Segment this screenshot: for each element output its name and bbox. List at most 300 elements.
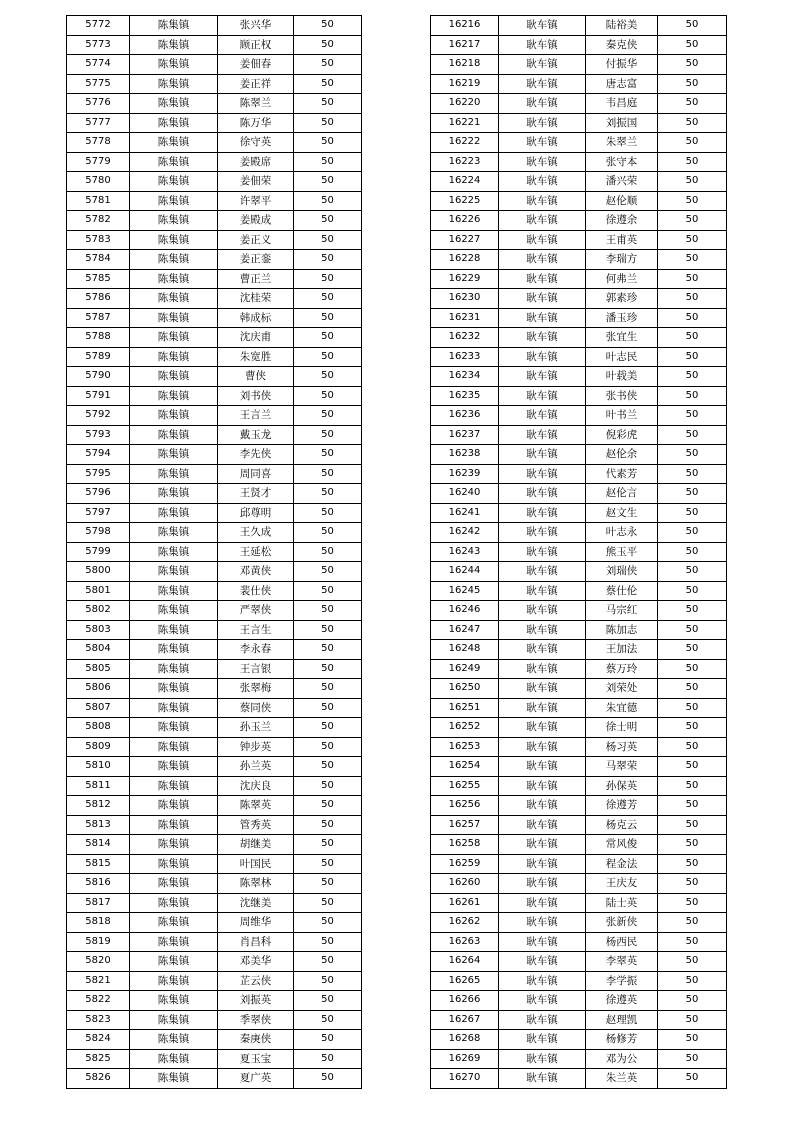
amount-cell: 50 <box>658 1010 727 1030</box>
town-cell: 耿车镇 <box>499 601 586 621</box>
amount-cell: 50 <box>294 854 362 874</box>
amount-cell: 50 <box>658 991 727 1011</box>
town-cell: 陈集镇 <box>130 1030 218 1050</box>
table-row <box>67 796 362 816</box>
serial-number-cell: 16255 <box>431 776 499 796</box>
name-cell: 邓美华 <box>218 952 294 972</box>
serial-number-cell: 5805 <box>67 659 130 679</box>
table-row <box>67 971 362 991</box>
table-row <box>67 191 362 211</box>
table-row <box>431 269 727 289</box>
amount-cell: 50 <box>658 835 727 855</box>
town-cell: 耿车镇 <box>499 35 586 55</box>
table-row <box>431 328 727 348</box>
serial-number-cell: 5786 <box>67 289 130 309</box>
serial-number-cell: 16236 <box>431 406 499 426</box>
serial-number-cell: 16219 <box>431 74 499 94</box>
amount-cell: 50 <box>658 152 727 172</box>
name-cell: 何弗兰 <box>586 269 658 289</box>
town-cell: 陈集镇 <box>130 679 218 699</box>
name-cell: 徐遵芳 <box>586 796 658 816</box>
amount-cell: 50 <box>658 757 727 777</box>
serial-number-cell: 16222 <box>431 133 499 153</box>
amount-cell: 50 <box>294 172 362 192</box>
serial-number-cell: 16252 <box>431 718 499 738</box>
serial-number-cell: 5777 <box>67 113 130 133</box>
table-row <box>67 640 362 660</box>
serial-number-cell: 16249 <box>431 659 499 679</box>
town-cell: 陈集镇 <box>130 445 218 465</box>
serial-number-cell: 16237 <box>431 425 499 445</box>
town-cell: 陈集镇 <box>130 269 218 289</box>
town-cell: 耿车镇 <box>499 991 586 1011</box>
town-cell: 陈集镇 <box>130 757 218 777</box>
name-cell: 秦庚侠 <box>218 1030 294 1050</box>
serial-number-cell: 5806 <box>67 679 130 699</box>
name-cell: 韩成标 <box>218 308 294 328</box>
serial-number-cell: 16263 <box>431 932 499 952</box>
name-cell: 王庆友 <box>586 874 658 894</box>
table-row <box>67 484 362 504</box>
serial-number-cell: 16232 <box>431 328 499 348</box>
amount-cell: 50 <box>294 269 362 289</box>
serial-number-cell: 5815 <box>67 854 130 874</box>
name-cell: 曹正兰 <box>218 269 294 289</box>
town-cell: 耿车镇 <box>499 971 586 991</box>
town-cell: 陈集镇 <box>130 172 218 192</box>
amount-cell: 50 <box>658 464 727 484</box>
town-cell: 耿车镇 <box>499 815 586 835</box>
serial-number-cell: 16218 <box>431 55 499 75</box>
name-cell: 芷云侠 <box>218 971 294 991</box>
serial-number-cell: 16262 <box>431 913 499 933</box>
table-row <box>67 367 362 387</box>
amount-cell: 50 <box>294 74 362 94</box>
name-cell: 刘振国 <box>586 113 658 133</box>
table-row <box>431 718 727 738</box>
amount-cell: 50 <box>294 1010 362 1030</box>
name-cell: 王久成 <box>218 523 294 543</box>
name-cell: 戴玉龙 <box>218 425 294 445</box>
serial-number-cell: 5814 <box>67 835 130 855</box>
table-row <box>67 347 362 367</box>
serial-number-cell: 5773 <box>67 35 130 55</box>
amount-cell: 50 <box>294 523 362 543</box>
serial-number-cell: 5779 <box>67 152 130 172</box>
table-row <box>67 74 362 94</box>
amount-cell: 50 <box>658 445 727 465</box>
serial-number-cell: 5804 <box>67 640 130 660</box>
serial-number-cell: 5801 <box>67 581 130 601</box>
serial-number-cell: 5774 <box>67 55 130 75</box>
amount-cell: 50 <box>658 289 727 309</box>
town-cell: 耿车镇 <box>499 932 586 952</box>
table-row <box>431 835 727 855</box>
serial-number-cell: 5824 <box>67 1030 130 1050</box>
town-cell: 耿车镇 <box>499 464 586 484</box>
name-cell: 周维华 <box>218 913 294 933</box>
serial-number-cell: 16267 <box>431 1010 499 1030</box>
town-cell: 耿车镇 <box>499 523 586 543</box>
serial-number-cell: 5793 <box>67 425 130 445</box>
amount-cell: 50 <box>658 367 727 387</box>
amount-cell: 50 <box>658 1049 727 1069</box>
amount-cell: 50 <box>294 718 362 738</box>
amount-cell: 50 <box>294 445 362 465</box>
table-row <box>431 991 727 1011</box>
table-row <box>431 1030 727 1050</box>
serial-number-cell: 5776 <box>67 94 130 114</box>
serial-number-cell: 16250 <box>431 679 499 699</box>
town-cell: 陈集镇 <box>130 133 218 153</box>
amount-cell: 50 <box>658 386 727 406</box>
table-row <box>431 659 727 679</box>
amount-cell: 50 <box>294 191 362 211</box>
serial-number-cell: 5799 <box>67 542 130 562</box>
name-cell: 李翠英 <box>586 952 658 972</box>
amount-cell: 50 <box>294 835 362 855</box>
name-cell: 马翠荣 <box>586 757 658 777</box>
name-cell: 潘兴荣 <box>586 172 658 192</box>
town-cell: 耿车镇 <box>499 718 586 738</box>
name-cell: 赵伦言 <box>586 484 658 504</box>
name-cell: 蔡同侠 <box>218 698 294 718</box>
town-cell: 陈集镇 <box>130 308 218 328</box>
amount-cell: 50 <box>658 230 727 250</box>
amount-cell: 50 <box>294 425 362 445</box>
name-cell: 徐士明 <box>586 718 658 738</box>
table-row <box>431 445 727 465</box>
town-cell: 陈集镇 <box>130 347 218 367</box>
table-row <box>431 386 727 406</box>
amount-cell: 50 <box>294 406 362 426</box>
name-cell: 姜佃春 <box>218 55 294 75</box>
name-cell: 杨习英 <box>586 737 658 757</box>
amount-cell: 50 <box>658 796 727 816</box>
name-cell: 顾正权 <box>218 35 294 55</box>
town-cell: 耿车镇 <box>499 835 586 855</box>
table-row <box>67 679 362 699</box>
name-cell: 朱翠兰 <box>586 133 658 153</box>
town-cell: 耿车镇 <box>499 679 586 699</box>
name-cell: 刘荣处 <box>586 679 658 699</box>
name-cell: 杨克云 <box>586 815 658 835</box>
amount-cell: 50 <box>294 55 362 75</box>
table-row <box>67 562 362 582</box>
serial-number-cell: 5790 <box>67 367 130 387</box>
town-cell: 陈集镇 <box>130 932 218 952</box>
town-cell: 陈集镇 <box>130 737 218 757</box>
serial-number-cell: 16257 <box>431 815 499 835</box>
table-row <box>67 289 362 309</box>
name-cell: 张守本 <box>586 152 658 172</box>
table-row <box>67 601 362 621</box>
table-row <box>431 698 727 718</box>
town-cell: 耿车镇 <box>499 776 586 796</box>
amount-cell: 50 <box>658 406 727 426</box>
amount-cell: 50 <box>658 1069 727 1089</box>
name-cell: 李学振 <box>586 971 658 991</box>
town-cell: 耿车镇 <box>499 757 586 777</box>
table-row <box>431 113 727 133</box>
table-row <box>67 991 362 1011</box>
roster-table-left <box>66 15 362 1089</box>
name-cell: 刘书侠 <box>218 386 294 406</box>
amount-cell: 50 <box>658 952 727 972</box>
amount-cell: 50 <box>658 698 727 718</box>
amount-cell: 50 <box>658 893 727 913</box>
name-cell: 唐志富 <box>586 74 658 94</box>
town-cell: 陈集镇 <box>130 835 218 855</box>
table-row <box>431 74 727 94</box>
serial-number-cell: 16247 <box>431 620 499 640</box>
serial-number-cell: 16256 <box>431 796 499 816</box>
table-row <box>431 484 727 504</box>
amount-cell: 50 <box>294 971 362 991</box>
town-cell: 耿车镇 <box>499 620 586 640</box>
table-row <box>431 289 727 309</box>
table-row <box>431 230 727 250</box>
amount-cell: 50 <box>658 971 727 991</box>
town-cell: 耿车镇 <box>499 913 586 933</box>
amount-cell: 50 <box>658 191 727 211</box>
serial-number-cell: 16246 <box>431 601 499 621</box>
serial-number-cell: 16223 <box>431 152 499 172</box>
name-cell: 沈庆甫 <box>218 328 294 348</box>
town-cell: 耿车镇 <box>499 893 586 913</box>
amount-cell: 50 <box>658 133 727 153</box>
name-cell: 张新侠 <box>586 913 658 933</box>
table-row <box>67 1030 362 1050</box>
serial-number-cell: 16233 <box>431 347 499 367</box>
table-row <box>431 893 727 913</box>
amount-cell: 50 <box>294 562 362 582</box>
table-row <box>67 386 362 406</box>
serial-number-cell: 16231 <box>431 308 499 328</box>
amount-cell: 50 <box>658 113 727 133</box>
town-cell: 耿车镇 <box>499 1010 586 1030</box>
town-cell: 陈集镇 <box>130 796 218 816</box>
name-cell: 常风俊 <box>586 835 658 855</box>
amount-cell: 50 <box>294 893 362 913</box>
town-cell: 陈集镇 <box>130 952 218 972</box>
table-row <box>67 211 362 231</box>
table-row <box>67 698 362 718</box>
table-row <box>431 503 727 523</box>
table-row <box>67 913 362 933</box>
table-row <box>67 35 362 55</box>
table-row <box>431 737 727 757</box>
table-row <box>67 269 362 289</box>
amount-cell: 50 <box>658 737 727 757</box>
town-cell: 陈集镇 <box>130 581 218 601</box>
table-row <box>67 737 362 757</box>
town-cell: 陈集镇 <box>130 55 218 75</box>
town-cell: 陈集镇 <box>130 601 218 621</box>
amount-cell: 50 <box>658 347 727 367</box>
table-row <box>67 55 362 75</box>
serial-number-cell: 5819 <box>67 932 130 952</box>
table-row <box>431 406 727 426</box>
name-cell: 陆裕美 <box>586 16 658 36</box>
table-row <box>431 776 727 796</box>
serial-number-cell: 5820 <box>67 952 130 972</box>
town-cell: 陈集镇 <box>130 503 218 523</box>
name-cell: 孙保英 <box>586 776 658 796</box>
town-cell: 陈集镇 <box>130 542 218 562</box>
name-cell: 付振华 <box>586 55 658 75</box>
amount-cell: 50 <box>294 737 362 757</box>
table-row <box>431 425 727 445</box>
serial-number-cell: 5798 <box>67 523 130 543</box>
table-row <box>431 1049 727 1069</box>
table-row <box>431 16 727 36</box>
name-cell: 杨修芳 <box>586 1030 658 1050</box>
roster-table-left-body <box>67 16 362 1089</box>
amount-cell: 50 <box>658 74 727 94</box>
serial-number-cell: 16260 <box>431 874 499 894</box>
town-cell: 耿车镇 <box>499 94 586 114</box>
name-cell: 徐守英 <box>218 133 294 153</box>
name-cell: 张宜生 <box>586 328 658 348</box>
table-row <box>431 211 727 231</box>
town-cell: 耿车镇 <box>499 347 586 367</box>
table-row <box>67 776 362 796</box>
town-cell: 耿车镇 <box>499 952 586 972</box>
name-cell: 陈加志 <box>586 620 658 640</box>
serial-number-cell: 5816 <box>67 874 130 894</box>
amount-cell: 50 <box>294 250 362 270</box>
table-row <box>67 250 362 270</box>
name-cell: 王言生 <box>218 620 294 640</box>
serial-number-cell: 5810 <box>67 757 130 777</box>
serial-number-cell: 5783 <box>67 230 130 250</box>
town-cell: 耿车镇 <box>499 659 586 679</box>
town-cell: 陈集镇 <box>130 620 218 640</box>
name-cell: 许翠平 <box>218 191 294 211</box>
town-cell: 耿车镇 <box>499 230 586 250</box>
town-cell: 耿车镇 <box>499 425 586 445</box>
name-cell: 王甫英 <box>586 230 658 250</box>
amount-cell: 50 <box>658 601 727 621</box>
amount-cell: 50 <box>294 679 362 699</box>
town-cell: 耿车镇 <box>499 854 586 874</box>
town-cell: 耿车镇 <box>499 289 586 309</box>
amount-cell: 50 <box>658 55 727 75</box>
table-row <box>67 523 362 543</box>
town-cell: 陈集镇 <box>130 464 218 484</box>
serial-number-cell: 16216 <box>431 16 499 36</box>
amount-cell: 50 <box>658 932 727 952</box>
name-cell: 夏广英 <box>218 1069 294 1089</box>
table-row <box>431 562 727 582</box>
amount-cell: 50 <box>294 757 362 777</box>
serial-number-cell: 5813 <box>67 815 130 835</box>
name-cell: 王贤才 <box>218 484 294 504</box>
name-cell: 潘玉珍 <box>586 308 658 328</box>
town-cell: 陈集镇 <box>130 425 218 445</box>
serial-number-cell: 5785 <box>67 269 130 289</box>
name-cell: 徐遵英 <box>586 991 658 1011</box>
name-cell: 姜殿席 <box>218 152 294 172</box>
town-cell: 耿车镇 <box>499 445 586 465</box>
name-cell: 沈继美 <box>218 893 294 913</box>
serial-number-cell: 5808 <box>67 718 130 738</box>
serial-number-cell: 16244 <box>431 562 499 582</box>
table-row <box>67 620 362 640</box>
town-cell: 陈集镇 <box>130 35 218 55</box>
name-cell: 王言兰 <box>218 406 294 426</box>
name-cell: 韦昌庭 <box>586 94 658 114</box>
name-cell: 赵伦顺 <box>586 191 658 211</box>
town-cell: 陈集镇 <box>130 776 218 796</box>
town-cell: 耿车镇 <box>499 1069 586 1089</box>
serial-number-cell: 5792 <box>67 406 130 426</box>
amount-cell: 50 <box>294 640 362 660</box>
name-cell: 张翠梅 <box>218 679 294 699</box>
table-row <box>431 620 727 640</box>
town-cell: 陈集镇 <box>130 94 218 114</box>
serial-number-cell: 16265 <box>431 971 499 991</box>
town-cell: 耿车镇 <box>499 269 586 289</box>
name-cell: 蔡万玲 <box>586 659 658 679</box>
serial-number-cell: 16238 <box>431 445 499 465</box>
name-cell: 孙玉兰 <box>218 718 294 738</box>
table-row <box>67 172 362 192</box>
serial-number-cell: 16226 <box>431 211 499 231</box>
table-row <box>431 581 727 601</box>
name-cell: 赵文生 <box>586 503 658 523</box>
table-row <box>67 230 362 250</box>
town-cell: 陈集镇 <box>130 640 218 660</box>
serial-number-cell: 16261 <box>431 893 499 913</box>
table-row <box>67 464 362 484</box>
amount-cell: 50 <box>658 620 727 640</box>
amount-cell: 50 <box>294 932 362 952</box>
town-cell: 耿车镇 <box>499 211 586 231</box>
name-cell: 邱尊明 <box>218 503 294 523</box>
town-cell: 陈集镇 <box>130 698 218 718</box>
amount-cell: 50 <box>658 581 727 601</box>
amount-cell: 50 <box>294 542 362 562</box>
serial-number-cell: 5818 <box>67 913 130 933</box>
name-cell: 刘瑞侠 <box>586 562 658 582</box>
town-cell: 陈集镇 <box>130 191 218 211</box>
name-cell: 钟步英 <box>218 737 294 757</box>
table-row <box>67 874 362 894</box>
table-row <box>431 640 727 660</box>
table-row <box>431 35 727 55</box>
amount-cell: 50 <box>658 815 727 835</box>
name-cell: 姜佃荣 <box>218 172 294 192</box>
name-cell: 郭素珍 <box>586 289 658 309</box>
name-cell: 裴仕侠 <box>218 581 294 601</box>
name-cell: 沈庆良 <box>218 776 294 796</box>
table-row <box>431 796 727 816</box>
name-cell: 姜正祥 <box>218 74 294 94</box>
table-row <box>431 913 727 933</box>
amount-cell: 50 <box>294 1069 362 1089</box>
name-cell: 熊玉平 <box>586 542 658 562</box>
amount-cell: 50 <box>294 35 362 55</box>
table-row <box>431 172 727 192</box>
name-cell: 叶国民 <box>218 854 294 874</box>
town-cell: 耿车镇 <box>499 113 586 133</box>
name-cell: 姜殿成 <box>218 211 294 231</box>
amount-cell: 50 <box>658 913 727 933</box>
town-cell: 耿车镇 <box>499 796 586 816</box>
table-row <box>67 659 362 679</box>
